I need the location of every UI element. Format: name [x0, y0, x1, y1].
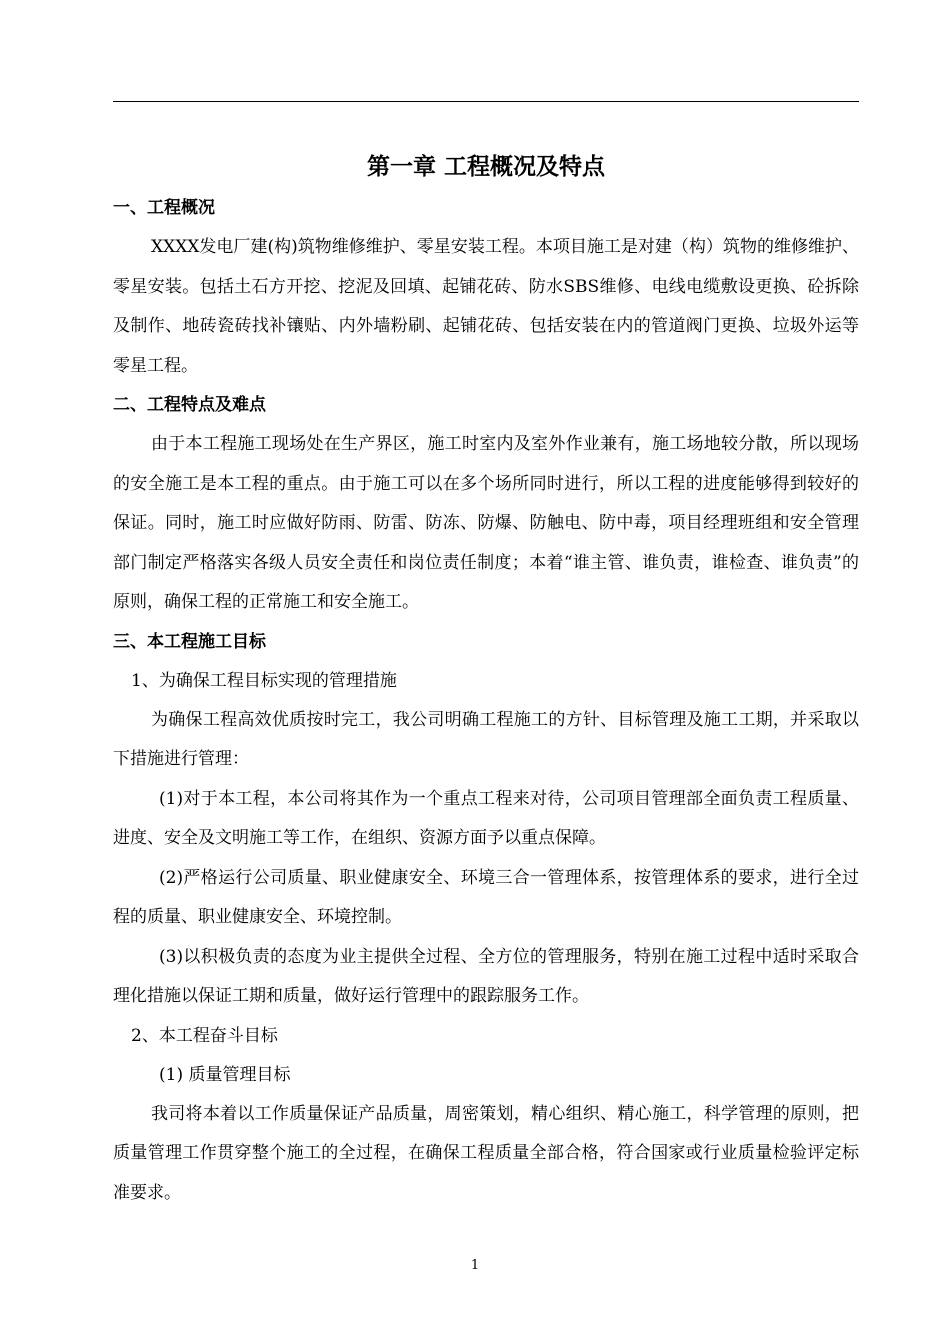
- quality-target-paragraph: 我司将本着以工作质量保证产品质量，周密策划，精心组织、精心施工，科学管理的原则，把质量管理工作贯穿整个施工的全过程，在确保工程质量全部合格，符合国家或行业质量检验评定标准要求。: [113, 1103, 859, 1203]
- subsection-title-measures: 1、为确保工程目标实现的管理措施: [131, 670, 397, 691]
- section-heading-features: 二、工程特点及难点: [113, 395, 266, 415]
- measure-item-1: (1)对于本工程，本公司将其作为一个重点工程来对待，公司项目管理部全面负责工程质量、进度、安全及文明施工等工作，在组织、资源方面予以重点保障。: [113, 788, 859, 848]
- chapter-title: 第一章 工程概况及特点: [366, 153, 605, 180]
- document-body: [113, 145, 859, 1213]
- measures-intro-paragraph: 为确保工程高效优质按时完工，我公司明确工程施工的方针、目标管理及施工工期，并采取以下措施进行管理：: [113, 709, 859, 769]
- measure-item-3: (3)以积极负责的态度为业主提供全过程、全方位的管理服务，特别在施工过程中适时采取合理化措施以保证工期和质量，做好运行管理中的跟踪服务工作。: [113, 946, 859, 1006]
- header-rule: [113, 101, 859, 102]
- page-number: 1: [470, 1258, 480, 1273]
- quality-target-title: (1) 质量管理目标: [159, 1064, 291, 1085]
- section-heading-goals: 三、本工程施工目标: [113, 631, 266, 652]
- overview-paragraph: XXXX发电厂建(构)筑物维修维护、零星安装工程。本项目施工是对建（构）筑物的维修维护、零星安装。包括土石方开挖、挖泥及回填、起铺花砖、防水SBS维修、电线电缆敷设更换、砼拆除及制作、地砖瓷砖找补镶贴、内外墙粉刷、起铺花砖、包括安装在内的管道阀门更换、垃圾外运等零星工程。: [113, 237, 859, 376]
- subsection-title-targets: 2、本工程奋斗目标: [131, 1025, 278, 1046]
- features-paragraph: 由于本工程施工现场处在生产界区，施工时室内及室外作业兼有，施工场地较分散，所以现场的安全施工是本工程的重点。由于施工可以在多个场所同时进行，所以工程的进度能够得到较好的保证。同时，施工时应做好防雨、防雷、防冻、防爆、防触电、防中毒，项目经理班组和安全管理部门制定严格落实各级人员安全责任和岗位责任制度；本着“谁主管、谁负责，谁检查、谁负责”的原则，确保工程的正常施工和安全施工。: [113, 434, 859, 612]
- section-heading-overview: 一、工程概况: [113, 198, 215, 218]
- measure-item-2: (2)严格运行公司质量、职业健康安全、环境三合一管理体系，按管理体系的要求，进行全过程的质量、职业健康安全、环境控制。: [113, 867, 859, 927]
